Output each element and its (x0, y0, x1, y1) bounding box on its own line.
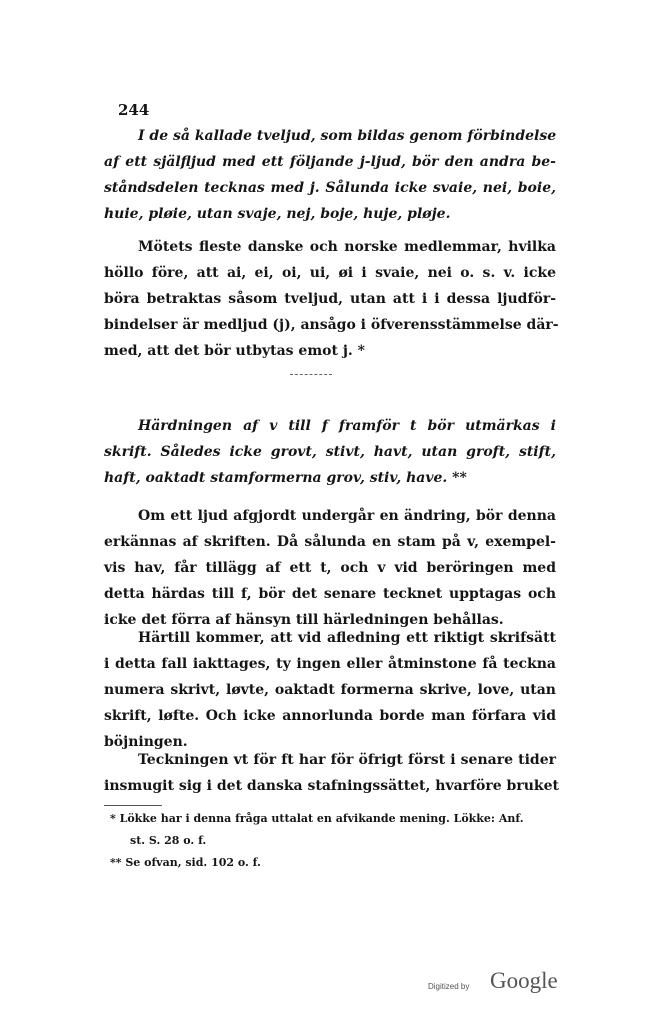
text-line: höllo före, att ai, ei, oi, ui, øi i svaie, nei o. s. v. icke (104, 265, 556, 281)
paragraph-5 (104, 625, 556, 755)
text-line: med, att det bör utbytas emot j. * (104, 343, 365, 359)
text-line: I de så kallade tveljud, som bildas genom förbindelse (138, 128, 557, 144)
text-line: huie, pløie, utan svaje, nej, boje, huje, pløje. (104, 206, 451, 222)
page-number: 244 (118, 101, 150, 119)
footnote-1-cont: st. S. 28 o. f. (130, 834, 207, 847)
paragraph-3 (104, 413, 556, 491)
text-line: af ett själfljud med ett följande j-ljud, bör den andra be- (104, 154, 556, 170)
text-line: böra betraktas såsom tveljud, utan att i i dessa ljudför- (104, 291, 556, 307)
footnote-1: * Lökke har i denna fråga uttalat en afvikande mening. Lökke: Anf. (110, 812, 524, 825)
footnotes (110, 808, 556, 874)
text-line: Härtill kommer, att vid afledning ett riktigt skrifsätt (138, 630, 556, 646)
text-line: Härdningen af v till f framför t bör utmärkas i (138, 418, 556, 434)
text-line: erkännas af skriften. Då sålunda en stam på v, exempel- (104, 534, 556, 550)
text-line: haft, oaktadt stamformerna grov, stiv, have. ** (104, 470, 467, 486)
google-watermark (428, 968, 568, 996)
text-line: numera skrivt, løvte, oaktadt formerna skrive, love, utan (104, 682, 556, 698)
text-line: vis hav, får tillägg af ett t, och v vid beröringen med (104, 560, 556, 576)
text-line: böjningen. (104, 734, 188, 750)
text-line: skrift. Således icke grovt, stivt, havt, utan groft, stift, (104, 444, 556, 460)
paragraph-4 (104, 503, 556, 633)
section-separator (290, 374, 332, 375)
paragraph-1 (104, 123, 556, 227)
footnote-2: ** Se ofvan, sid. 102 o. f. (110, 856, 261, 869)
text-line: icke det förra af hänsyn till härledningen behållas. (104, 612, 504, 628)
paragraph-6 (104, 747, 559, 799)
digitized-by-label: Digitized by (428, 982, 470, 991)
google-logo: Google (490, 968, 558, 993)
text-line: insmugit sig i det danska stafningssättet, hvarföre bruket (104, 778, 559, 794)
text-line: ståndsdelen tecknas med j. Sålunda icke svaie, nei, boie, (104, 180, 556, 196)
text-line: Teckningen vt för ft har för öfrigt först i senare tider (138, 752, 556, 768)
text-line: skrift, løfte. Och icke annorlunda borde man förfara vid (104, 708, 556, 724)
text-line: Mötets fleste danske och norske medlemmar, hvilka (138, 239, 556, 255)
text-line: detta härdas till f, bör det senare tecknet upptagas och (104, 586, 556, 602)
text-line: Om ett ljud afgjordt undergår en ändring, bör denna (138, 508, 556, 524)
text-line: i detta fall iakttages, ty ingen eller åtminstone få teckna (104, 656, 556, 672)
paragraph-2 (104, 234, 559, 364)
text-line: bindelser är medljud (j), ansågo i öfverensstämmelse där- (104, 317, 559, 333)
footnote-rule (104, 805, 162, 806)
